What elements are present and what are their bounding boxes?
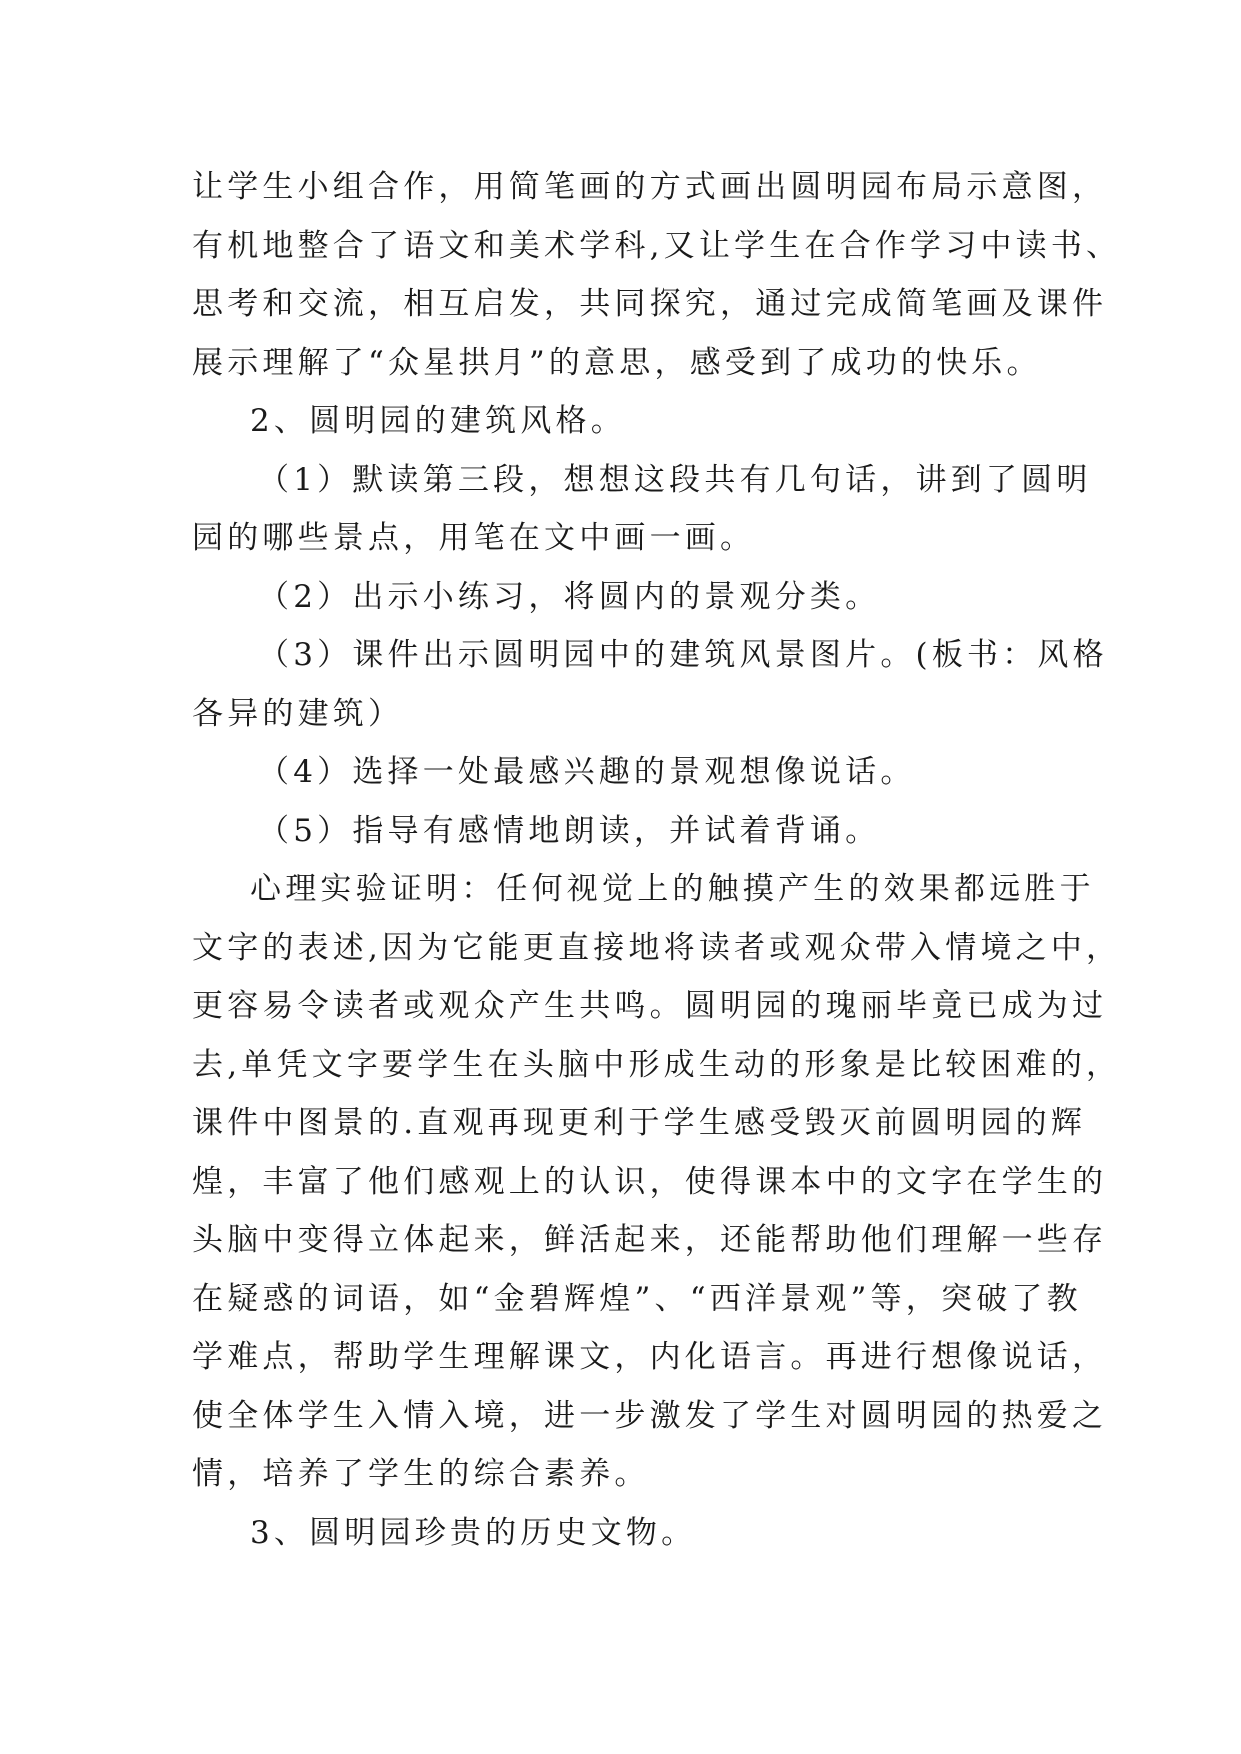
text-line: 学难点，帮助学生理解课文，内化语言。再进行想像说话，: [192, 1339, 1108, 1375]
text-line: 更容易令读者或观众产生共鸣。圆明园的瑰丽毕竟已成为过: [192, 988, 1108, 1024]
list-item-text: （4）选择一处最感兴趣的景观想像说话。: [258, 754, 916, 790]
list-item-text: （5）指导有感情地朗读，并试着背诵。: [258, 812, 881, 849]
list-item-text: （3）课件出示圆明园中的建筑风景图片。(板书：风格: [258, 637, 1108, 673]
text-line: 展示理解了“众星拱月”的意思，感受到了成功的快乐。: [192, 344, 1042, 381]
text-line: 思考和交流，相互启发，共同探究，通过完成简笔画及课件: [192, 286, 1108, 322]
text-line: 使全体学生入情入境，进一步激发了学生对圆明园的热爱之: [192, 1397, 1108, 1434]
body-text: [192, 158, 1122, 1562]
text-line: 煌，丰富了他们感观上的认识，使得课本中的文字在学生的: [192, 1163, 1108, 1200]
section-heading: 3、圆明园珍贵的历史文物。: [250, 1514, 697, 1551]
paragraph-start: 心理实验证明：任何视觉上的触摸产生的效果都远胜于: [250, 871, 1095, 907]
text-line: 去,单凭文字要学生在头脑中形成生动的形象是比较困难的，: [192, 1046, 1122, 1083]
text-line: 园的哪些景点，用笔在文中画一画。: [192, 520, 756, 556]
text-line: 头脑中变得立体起来，鲜活起来，还能帮助他们理解一些存: [192, 1222, 1108, 1258]
text-line: 有机地整合了语文和美术学科,又让学生在合作学习中读书、: [192, 227, 1122, 264]
text-line: 情，培养了学生的综合素养。: [192, 1456, 650, 1492]
text-line: 文字的表述,因为它能更直接地将读者或观众带入情境之中，: [192, 929, 1122, 966]
list-item-text: （2）出示小练习，将圆内的景观分类。: [258, 578, 881, 615]
text-line: 各异的建筑）: [192, 695, 404, 732]
section-heading: 2、圆明园的建筑风格。: [250, 403, 626, 439]
text-line: 课件中图景的.直观再现更利于学生感受毁灭前圆明园的辉: [192, 1105, 1087, 1141]
text-line: 在疑惑的词语，如“金碧辉煌”、“西洋景观”等，突破了教: [192, 1280, 1082, 1317]
list-item-text: （1）默读第三段，想想这段共有几句话，讲到了圆明: [258, 461, 1092, 498]
text-line: 让学生小组合作，用简笔画的方式画出圆明园布局示意图，: [192, 169, 1108, 205]
